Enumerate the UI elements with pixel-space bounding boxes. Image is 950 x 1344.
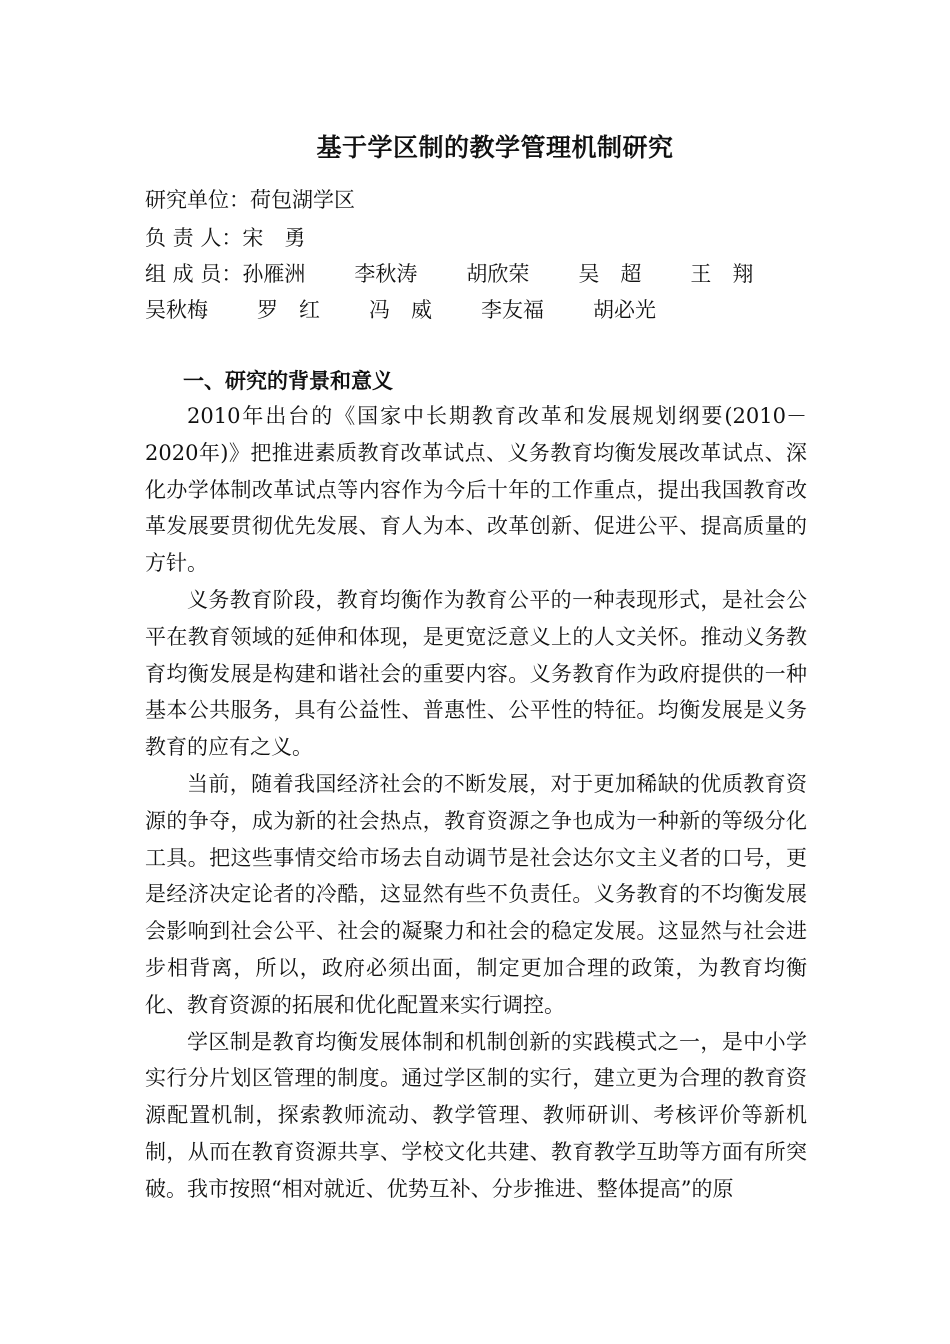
- member-name: 孙雁洲: [242, 262, 306, 286]
- member-name: 李友福: [481, 298, 544, 322]
- member-name: 吴秋梅: [145, 298, 208, 322]
- leader-label: 负 责 人：: [145, 226, 243, 250]
- member-name: 胡必光: [593, 298, 656, 322]
- paragraph: 学区制是教育均衡发展体制和机制创新的实践模式之一，是中小学实行分片划区管理的制度。通过学区制的实行，建立更为合理的教育资源配置机制，探索教师流动、教学管理、教师研训、考核评价等新机制，从而在教育资源共享、学校文化共建、教育教学互助等方面有所突破。我市按照“相对就近、优势互补、分步推进、整体提高”的原: [145, 1029, 807, 1201]
- leader-value: 宋 勇: [242, 226, 306, 250]
- document-title: 基于学区制的教学管理机制研究: [316, 133, 674, 162]
- research-unit-value: 荷包湖学区: [250, 188, 355, 212]
- members-label: 组 成 员：: [145, 262, 243, 286]
- members-row: [145, 256, 753, 292]
- members-names-line2: [145, 298, 656, 322]
- leader-row: [145, 220, 305, 256]
- research-unit-row: [145, 182, 355, 218]
- members-row-2: [145, 292, 656, 328]
- section-body: [145, 398, 807, 1208]
- paragraph: 义务教育阶段，教育均衡作为教育公平的一种表现形式，是社会公平在教育领域的延伸和体现，是更宽泛意义上的人文关怀。推动义务教育均衡发展是构建和谐社会的重要内容。义务教育作为政府提供的一种基本公共服务，具有公益性、普惠性、公平性的特征。均衡发展是义务教育的应有之义。: [145, 587, 807, 760]
- research-unit-label: 研究单位：: [145, 188, 250, 212]
- section-heading: 一、研究的背景和意义: [183, 368, 393, 393]
- member-name: 王 翔: [690, 262, 754, 286]
- member-name: 冯 威: [369, 298, 432, 322]
- members-names-line1: [242, 262, 753, 286]
- paragraph: 2010年出台的《国家中长期教育改革和发展规划纲要(2010－2020年)》把推进素质教育改革试点、义务教育均衡发展改革试点、深化办学体制改革试点等内容作为今后十年的工作重点，提出我国教育改革发展要贯彻优先发展、育人为本、改革创新、促进公平、提高质量的方针。: [145, 404, 807, 576]
- paragraph: 当前，随着我国经济社会的不断发展，对于更加稀缺的优质教育资源的争夺，成为新的社会热点，教育资源之争也成为一种新的等级分化工具。把这些事情交给市场去自动调节是社会达尔文主义者的口号，更是经济决定论者的冷酷，这显然有些不负责任。义务教育的不均衡发展会影响到社会公平、社会的凝聚力和社会的稳定发展。这显然与社会进步相背离，所以，政府必须出面，制定更加合理的政策，为教育均衡化、教育资源的拓展和优化配置来实行调控。: [145, 771, 807, 1017]
- member-name: 李秋涛: [354, 262, 418, 286]
- member-name: 罗 红: [257, 298, 320, 322]
- member-name: 吴 超: [578, 262, 642, 286]
- member-name: 胡欣荣: [466, 262, 530, 286]
